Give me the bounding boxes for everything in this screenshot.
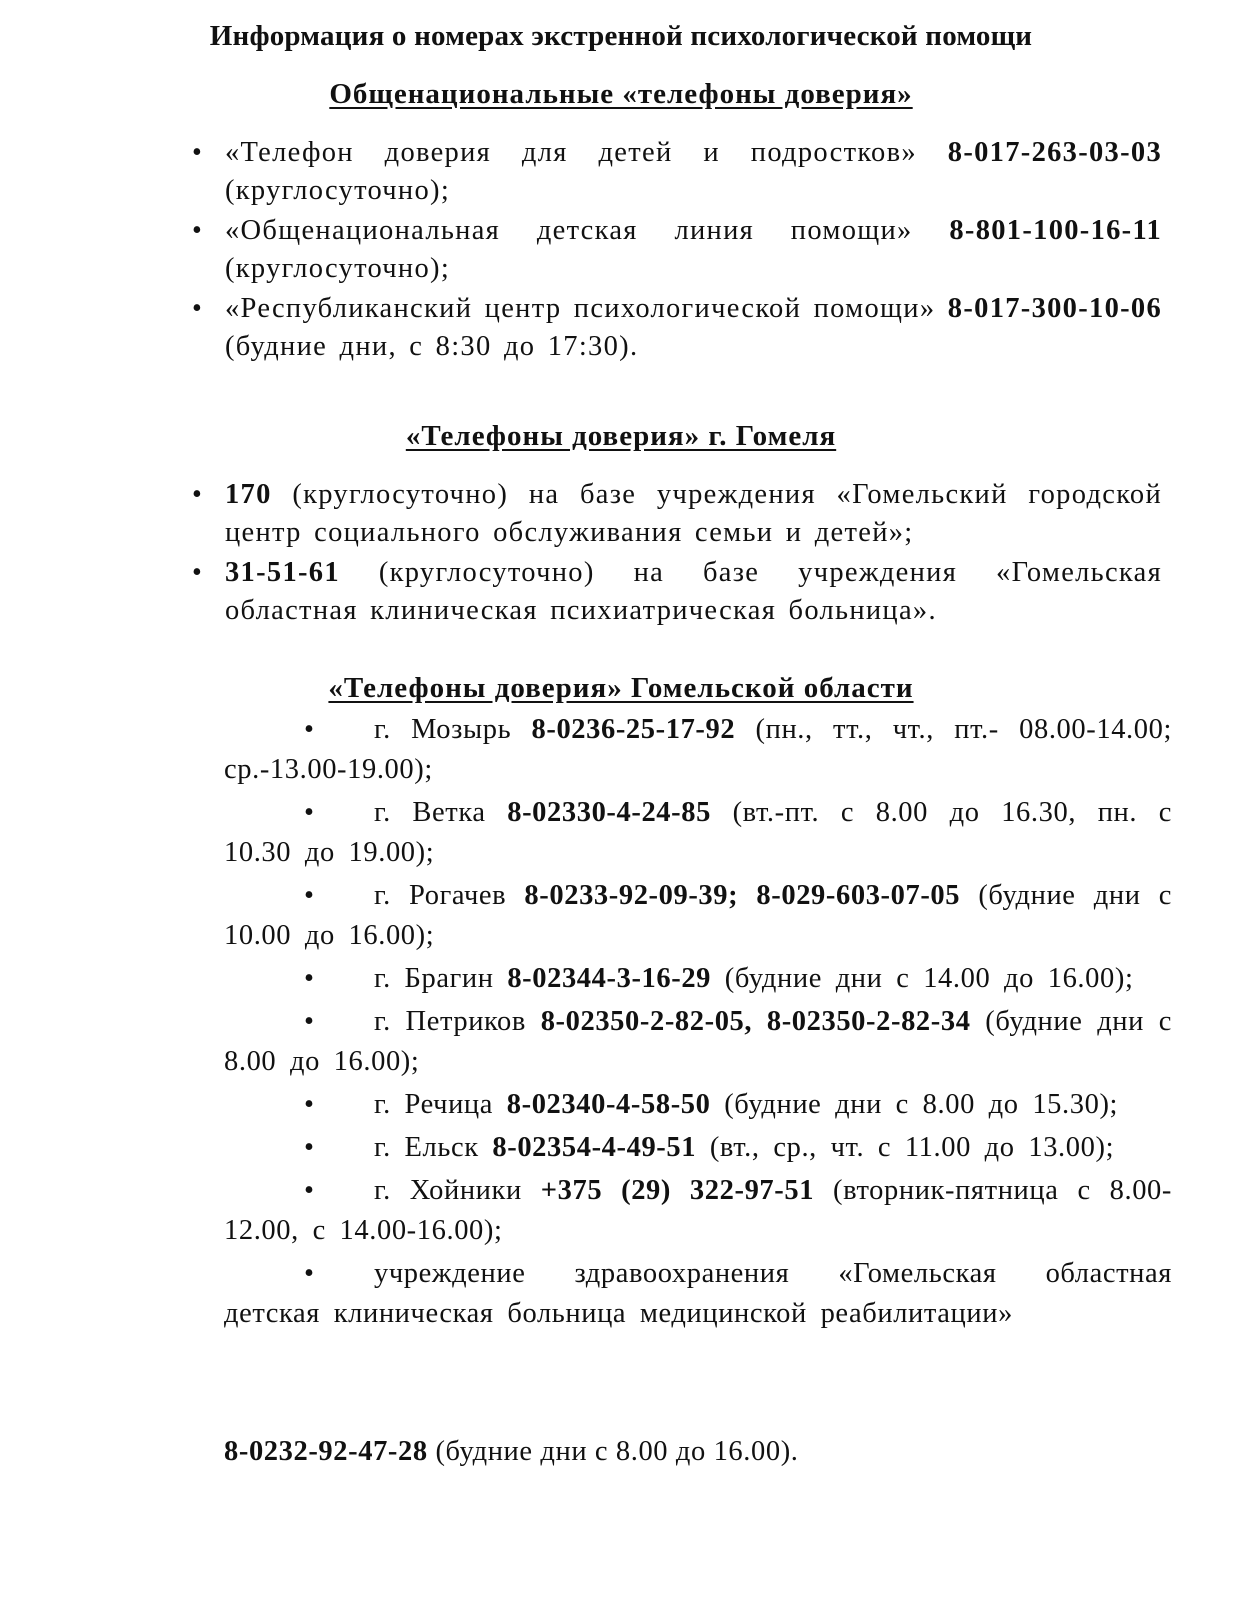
bullet-icon: • <box>192 137 204 168</box>
region-hotlines-list <box>224 710 1172 1337</box>
phone-number: 8-017-300-10-06 <box>947 293 1163 324</box>
list-item: • «Республиканский центр психологической помощи» 8-017-300-10-06 (будние дни, с 8:30 до 17:30). <box>192 290 1162 366</box>
section-heading-region: «Телефоны доверия» Гомельской области <box>328 672 914 704</box>
phone-number: 170 <box>225 479 272 510</box>
bullet-icon: • <box>304 797 315 828</box>
list-item: • г. Петриков 8-02350-2-82-05, 8-02350-2-82-34 (будние дни с 8.00 до 16.00); <box>224 1002 1172 1082</box>
list-item: • «Общенациональная детская линия помощи» 8-801-100-16-11 (круглосуточно); <box>192 212 1162 288</box>
list-item: • учреждение здравоохранения «Гомельская областная детская клиническая больница медицинской реабилитации» <box>224 1254 1172 1334</box>
phone-number: 8-0236-25-17-92 <box>531 714 736 745</box>
bullet-icon: • <box>304 1175 315 1206</box>
phone-number: +375 (29) 322-97-51 <box>540 1175 815 1206</box>
phone-number: 8-017-263-03-03 <box>947 137 1162 168</box>
bullet-icon: • <box>192 557 204 588</box>
phone-number: 8-0233-92-09-39; 8-029-603-07-05 <box>524 880 961 911</box>
national-hotlines-list <box>192 134 1162 368</box>
phone-number: 8-02330-4-24-85 <box>507 797 711 828</box>
list-item: • 170 (круглосуточно) на базе учреждения «Гомельский городской центр социального обслуживания семьи и детей»; <box>192 476 1162 552</box>
section-heading-national: Общенациональные «телефоны доверия» <box>329 78 913 110</box>
list-item: • г. Рогачев 8-0233-92-09-39; 8-029-603-07-05 (будние дни с 10.00 до 16.00); <box>224 876 1172 956</box>
list-item: • г. Речица 8-02340-4-58-50 (будние дни с 8.00 до 15.30); <box>224 1085 1172 1125</box>
bullet-icon: • <box>192 479 204 510</box>
section-heading-gomel: «Телефоны доверия» г. Гомеля <box>405 420 837 452</box>
list-item: • г. Хойники +375 (29) 322-97-51 (вторник-пятница с 8.00-12.00, с 14.00-16.00); <box>224 1171 1172 1251</box>
phone-number: 8-02344-3-16-29 <box>507 963 712 994</box>
final-phone-line: 8-0232-92-47-28 (будние дни с 8.00 до 16.00). <box>224 1436 799 1467</box>
phone-number: 8-02354-4-49-51 <box>492 1132 697 1163</box>
phone-number: 8-02340-4-58-50 <box>506 1089 711 1120</box>
list-item: • г. Мозырь 8-0236-25-17-92 (пн., тт., чт., пт.- 08.00-14.00; ср.-13.00-19.00); <box>224 710 1172 790</box>
bullet-icon: • <box>304 880 315 911</box>
list-item: • 31-51-61 (круглосуточно) на базе учреждения «Гомельская областная клиническая психиатрическая больница». <box>192 554 1162 630</box>
bullet-icon: • <box>304 963 315 994</box>
list-item: • г. Ельск 8-02354-4-49-51 (вт., ср., чт. с 11.00 до 13.00); <box>224 1128 1172 1168</box>
bullet-icon: • <box>304 1006 315 1037</box>
list-item: • «Телефон доверия для детей и подростков» 8-017-263-03-03 (круглосуточно); <box>192 134 1162 210</box>
phone-number: 8-0232-92-47-28 <box>224 1436 428 1467</box>
bullet-icon: • <box>192 293 204 324</box>
bullet-icon: • <box>304 1258 315 1289</box>
list-item: • г. Ветка 8-02330-4-24-85 (вт.-пт. с 8.00 до 16.30, пн. с 10.30 до 19.00); <box>224 793 1172 873</box>
bullet-icon: • <box>304 1089 315 1120</box>
phone-number: 8-801-100-16-11 <box>949 215 1162 246</box>
bullet-icon: • <box>304 714 315 745</box>
page-title: Информация о номерах экстренной психологической помощи <box>209 20 1033 52</box>
list-item: • г. Брагин 8-02344-3-16-29 (будние дни с 14.00 до 16.00); <box>224 959 1172 999</box>
gomel-hotlines-list <box>192 476 1162 632</box>
phone-number: 8-02350-2-82-05, 8-02350-2-82-34 <box>540 1006 971 1037</box>
bullet-icon: • <box>304 1132 315 1163</box>
phone-number: 31-51-61 <box>225 557 340 588</box>
bullet-icon: • <box>192 215 204 246</box>
